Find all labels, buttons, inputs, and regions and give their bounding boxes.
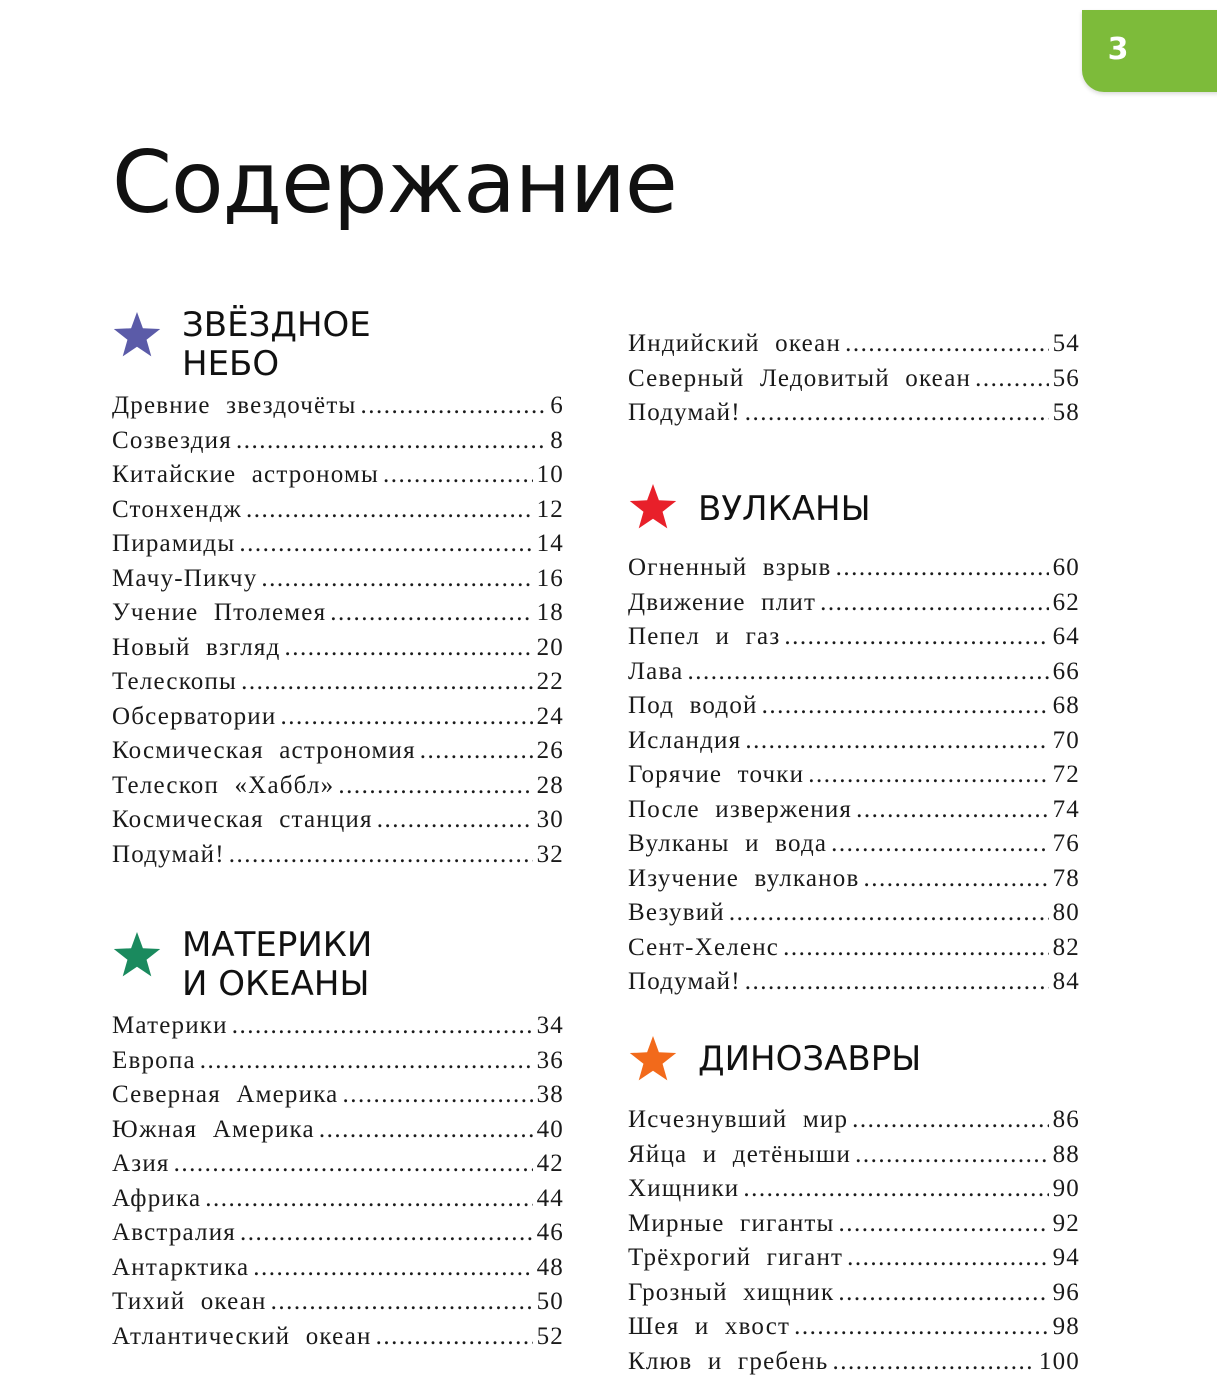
entry-list — [628, 330, 1088, 434]
dot-leader — [863, 865, 1048, 893]
toc-entry-page: 88 — [1053, 1141, 1080, 1169]
dot-leader — [229, 841, 533, 869]
toc-entry-label: Исчезнувший мир — [628, 1106, 848, 1134]
toc-entry — [628, 968, 1080, 1003]
toc-entry-page: 66 — [1053, 658, 1080, 686]
toc-entry-page: 32 — [537, 841, 564, 869]
toc-entry-label: Телескоп «Хаббл» — [112, 772, 334, 800]
dot-leader — [762, 692, 1049, 720]
toc-entry — [112, 1219, 564, 1254]
toc-entry-label: Грозный хищник — [628, 1279, 834, 1307]
dot-leader — [745, 399, 1049, 427]
toc-entry — [112, 1254, 564, 1289]
toc-entry-page: 76 — [1053, 830, 1080, 858]
toc-entry-page: 34 — [537, 1012, 564, 1040]
toc-entry-label: Антарктика — [112, 1254, 249, 1282]
toc-entry — [628, 589, 1080, 624]
toc-entry-page: 18 — [537, 599, 564, 627]
toc-entry-page: 26 — [537, 737, 564, 765]
toc-entry-page: 78 — [1053, 865, 1080, 893]
toc-entry-page: 92 — [1053, 1210, 1080, 1238]
toc-entry-page: 56 — [1053, 365, 1080, 393]
star-icon — [628, 482, 678, 532]
toc-entry-page: 22 — [537, 668, 564, 696]
toc-entry-label: Везувий — [628, 899, 725, 927]
toc-entry-page: 82 — [1053, 934, 1080, 962]
toc-entry-page: 72 — [1053, 761, 1080, 789]
toc-entry — [628, 1175, 1080, 1210]
section-title-line: ВУЛКАНЫ — [698, 490, 871, 529]
toc-entry-page: 8 — [550, 427, 564, 455]
toc-entry-page: 68 — [1053, 692, 1080, 720]
toc-entry — [112, 668, 564, 703]
toc-entry-label: Африка — [112, 1185, 201, 1213]
toc-entry-page: 90 — [1053, 1175, 1080, 1203]
dot-leader — [239, 530, 532, 558]
dot-leader — [338, 772, 532, 800]
section-title-line: НЕБО — [182, 345, 371, 384]
dot-leader — [246, 496, 533, 524]
toc-entry-page: 94 — [1053, 1244, 1080, 1272]
toc-entry-label: Индийский океан — [628, 330, 841, 358]
toc-entry — [112, 1185, 564, 1220]
toc-entry — [628, 658, 1080, 693]
toc-entry-label: Новый взгляд — [112, 634, 281, 662]
toc-entry-label: Пирамиды — [112, 530, 235, 558]
toc-entry-page: 14 — [537, 530, 564, 558]
toc-entry-page: 16 — [537, 565, 564, 593]
toc-entry — [112, 1012, 564, 1047]
toc-entry — [628, 830, 1080, 865]
toc-entry — [628, 1210, 1080, 1245]
page-number: 3 — [1100, 32, 1136, 67]
toc-entry — [628, 1279, 1080, 1314]
dot-leader — [174, 1150, 533, 1178]
dot-leader — [200, 1047, 533, 1075]
toc-entry-label: Яйца и детёныши — [628, 1141, 851, 1169]
toc-entry-label: Космическая станция — [112, 806, 373, 834]
section-header — [628, 478, 1088, 554]
dot-leader — [271, 1288, 533, 1316]
toc-entry-label: Северная Америка — [112, 1081, 338, 1109]
toc-entry-label: Атлантический океан — [112, 1323, 372, 1351]
dot-leader — [794, 1313, 1048, 1341]
toc-entry-page: 52 — [537, 1323, 564, 1351]
toc-entry-label: Огненный взрыв — [628, 554, 832, 582]
toc-entry — [112, 806, 564, 841]
toc-entry — [112, 841, 564, 876]
toc-entry-page: 28 — [537, 772, 564, 800]
dot-leader — [330, 599, 532, 627]
toc-entry-label: Китайские астрономы — [112, 461, 379, 489]
dot-leader — [745, 727, 1048, 755]
section-title — [698, 490, 871, 529]
toc-entry-label: Исландия — [628, 727, 741, 755]
dot-leader — [783, 934, 1048, 962]
toc-entry — [628, 330, 1080, 365]
toc-entry-label: После извержения — [628, 796, 852, 824]
toc-entry-page: 54 — [1053, 330, 1080, 358]
section-title-line: МАТЕРИКИ — [182, 926, 372, 965]
toc-entry-label: Азия — [112, 1150, 170, 1178]
toc-entry-label: Трёхрогий гигант — [628, 1244, 843, 1272]
toc-entry — [628, 796, 1080, 831]
toc-entry-page: 98 — [1053, 1313, 1080, 1341]
toc-entry-page: 24 — [537, 703, 564, 731]
dot-leader — [232, 1012, 533, 1040]
dot-leader — [342, 1081, 532, 1109]
toc-entry-page: 30 — [537, 806, 564, 834]
toc-entry-label: Северный Ледовитый океан — [628, 365, 971, 393]
dot-leader — [280, 703, 532, 731]
toc-entry-page: 20 — [537, 634, 564, 662]
star-icon — [112, 930, 162, 980]
dot-leader — [420, 737, 533, 765]
toc-entry — [628, 1244, 1080, 1279]
toc-entry — [112, 1288, 564, 1323]
dot-leader — [205, 1185, 532, 1213]
toc-entry-label: Шея и хвост — [628, 1313, 790, 1341]
dot-leader — [261, 565, 532, 593]
section-title — [182, 306, 371, 384]
section-starry-sky — [112, 306, 572, 875]
dot-leader — [852, 1106, 1048, 1134]
toc-entry — [628, 899, 1080, 934]
dot-leader — [832, 1348, 1034, 1376]
toc-entry-page: 46 — [537, 1219, 564, 1247]
toc-entry-page: 50 — [537, 1288, 564, 1316]
toc-entry-label: Подумай! — [628, 399, 741, 427]
toc-entry — [112, 634, 564, 669]
toc-entry-label: Пепел и газ — [628, 623, 780, 651]
toc-entry — [112, 703, 564, 738]
dot-leader — [236, 427, 546, 455]
toc-entry-label: Изучение вулканов — [628, 865, 859, 893]
section-dinosaurs — [628, 1030, 1088, 1382]
dot-leader — [241, 668, 533, 696]
toc-entry-page: 44 — [537, 1185, 564, 1213]
toc-entry-page: 100 — [1039, 1348, 1080, 1376]
toc-entry — [112, 530, 564, 565]
toc-entry-label: Хищники — [628, 1175, 739, 1203]
toc-entry — [112, 565, 564, 600]
toc-entry — [628, 1348, 1080, 1382]
toc-entry-label: Под водой — [628, 692, 758, 720]
toc-entry-page: 48 — [537, 1254, 564, 1282]
toc-entry-page: 86 — [1053, 1106, 1080, 1134]
section-title-line: И ОКЕАНЫ — [182, 965, 372, 1004]
toc-entry-page: 60 — [1053, 554, 1080, 582]
section-volcanoes — [628, 478, 1088, 1003]
toc-entry — [112, 599, 564, 634]
dot-leader — [383, 461, 533, 489]
toc-entry-page: 6 — [550, 392, 564, 420]
dot-leader — [856, 796, 1048, 824]
dot-leader — [319, 1116, 533, 1144]
section-continents-oceans-continued — [628, 330, 1088, 434]
star-icon — [112, 310, 162, 360]
dot-leader — [253, 1254, 532, 1282]
toc-entry-page: 36 — [537, 1047, 564, 1075]
toc-entry-label: Горячие точки — [628, 761, 804, 789]
dot-leader — [845, 330, 1049, 358]
dot-leader — [285, 634, 533, 662]
entry-list — [112, 392, 572, 875]
section-header — [628, 1030, 1088, 1106]
toc-entry-label: Тихий океан — [112, 1288, 267, 1316]
toc-entry-page: 12 — [537, 496, 564, 524]
toc-entry — [628, 623, 1080, 658]
dot-leader — [855, 1141, 1049, 1169]
star-icon — [628, 1034, 678, 1084]
dot-leader — [745, 968, 1049, 996]
toc-entry-label: Мирные гиганты — [628, 1210, 835, 1238]
toc-entry-label: Движение плит — [628, 589, 816, 617]
dot-leader — [743, 1175, 1048, 1203]
toc-entry-label: Стонхендж — [112, 496, 242, 524]
toc-entry — [112, 772, 564, 807]
toc-entry — [112, 1081, 564, 1116]
toc-entry-page: 84 — [1053, 968, 1080, 996]
toc-entry — [112, 737, 564, 772]
toc-entry-label: Клюв и гребень — [628, 1348, 828, 1376]
toc-entry — [628, 1313, 1080, 1348]
toc-entry-label: Древние звездочёты — [112, 392, 356, 420]
toc-entry — [628, 1141, 1080, 1176]
toc-entry-page: 74 — [1053, 796, 1080, 824]
toc-entry-label: Телескопы — [112, 668, 237, 696]
dot-leader — [687, 658, 1048, 686]
toc-entry-label: Европа — [112, 1047, 196, 1075]
toc-entry — [628, 399, 1080, 434]
toc-entry-page: 38 — [537, 1081, 564, 1109]
toc-entry-label: Обсерватории — [112, 703, 276, 731]
dot-leader — [784, 623, 1048, 651]
toc-entry — [112, 427, 564, 462]
section-continents-oceans — [112, 926, 572, 1357]
dot-leader — [839, 1210, 1049, 1238]
toc-entry — [628, 865, 1080, 900]
toc-entry — [112, 1047, 564, 1082]
toc-entry — [112, 496, 564, 531]
dot-leader — [240, 1219, 533, 1247]
toc-entry — [628, 692, 1080, 727]
toc-entry-page: 42 — [537, 1150, 564, 1178]
toc-entry-page: 62 — [1053, 589, 1080, 617]
entry-list — [628, 554, 1088, 1003]
toc-entry — [112, 461, 564, 496]
toc-entry-label: Подумай! — [112, 841, 225, 869]
toc-entry-page: 58 — [1053, 399, 1080, 427]
dot-leader — [975, 365, 1048, 393]
section-header — [112, 926, 572, 1012]
dot-leader — [836, 554, 1049, 582]
toc-entry-label: Мачу-Пикчу — [112, 565, 257, 593]
toc-entry-page: 64 — [1053, 623, 1080, 651]
toc-entry-label: Сент-Хеленс — [628, 934, 779, 962]
toc-entry-label: Австралия — [112, 1219, 236, 1247]
dot-leader — [729, 899, 1049, 927]
toc-entry — [628, 554, 1080, 589]
toc-entry-label: Подумай! — [628, 968, 741, 996]
toc-entry-label: Южная Америка — [112, 1116, 315, 1144]
dot-leader — [831, 830, 1048, 858]
toc-entry-page: 10 — [537, 461, 564, 489]
dot-leader — [838, 1279, 1048, 1307]
toc-entry-label: Учение Птолемея — [112, 599, 326, 627]
toc-entry — [112, 1116, 564, 1151]
toc-entry — [628, 1106, 1080, 1141]
toc-entry-page: 40 — [537, 1116, 564, 1144]
dot-leader — [360, 392, 546, 420]
toc-entry-label: Материки — [112, 1012, 228, 1040]
toc-entry — [628, 365, 1080, 400]
toc-entry — [628, 761, 1080, 796]
toc-entry-label: Лава — [628, 658, 683, 686]
page-title: Содержание — [112, 128, 677, 238]
toc-entry-label: Созвездия — [112, 427, 232, 455]
toc-entry — [112, 392, 564, 427]
dot-leader — [808, 761, 1048, 789]
toc-entry — [112, 1150, 564, 1185]
toc-entry-label: Космическая астрономия — [112, 737, 416, 765]
toc-entry-page: 80 — [1053, 899, 1080, 927]
toc-entry-page: 70 — [1053, 727, 1080, 755]
section-title-line: ЗВЁЗДНОЕ — [182, 306, 371, 345]
section-title — [182, 926, 372, 1004]
toc-entry — [628, 727, 1080, 762]
dot-leader — [376, 1323, 533, 1351]
section-header — [112, 306, 572, 392]
toc-entry — [628, 934, 1080, 969]
page-number-tab — [1082, 10, 1217, 92]
entry-list — [628, 1106, 1088, 1382]
toc-entry — [112, 1323, 564, 1358]
toc-entry-label: Вулканы и вода — [628, 830, 827, 858]
section-title-line: ДИНОЗАВРЫ — [698, 1040, 921, 1079]
dot-leader — [820, 589, 1048, 617]
entry-list — [112, 1012, 572, 1357]
dot-leader — [377, 806, 533, 834]
toc-entry-page: 96 — [1053, 1279, 1080, 1307]
section-title — [698, 1040, 921, 1079]
dot-leader — [847, 1244, 1048, 1272]
